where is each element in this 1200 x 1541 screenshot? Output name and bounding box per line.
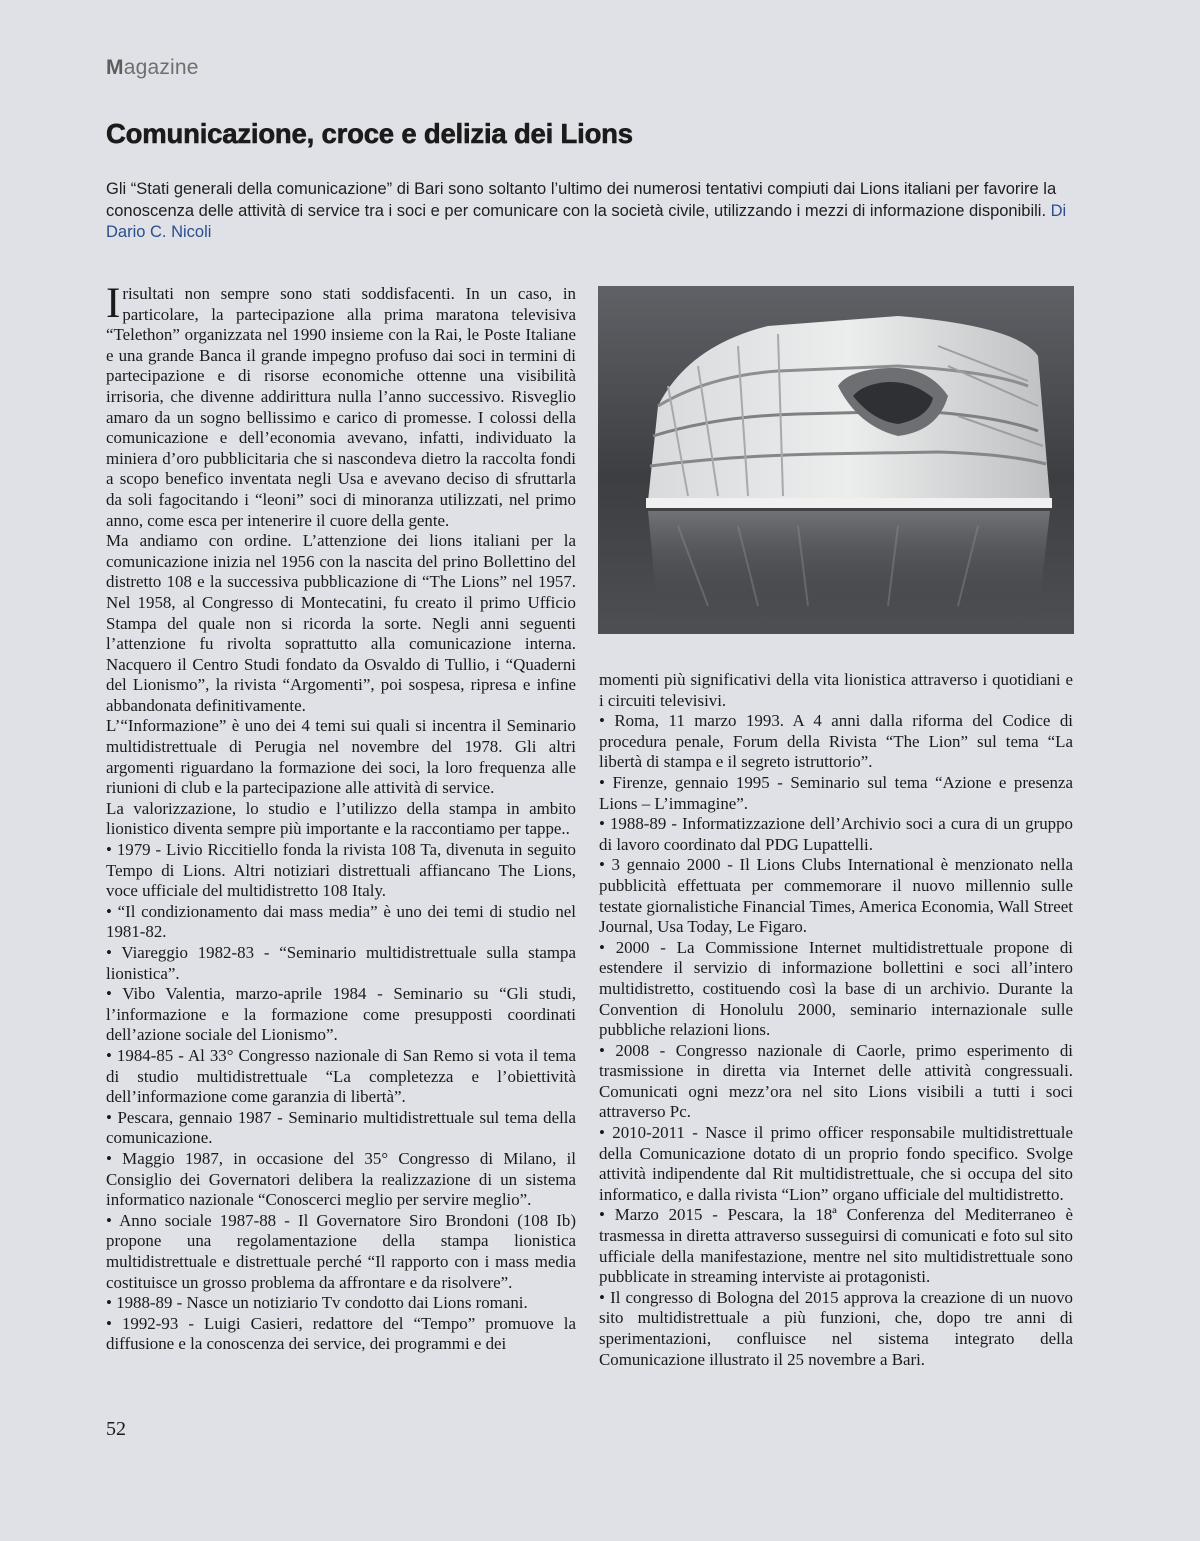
right-column xyxy=(599,670,1073,1370)
timeline-item: • 2010-2011 - Nasce il primo officer responsabile multidistrettuale della Comunicazione dotato di un proprio fondo specifico. Svolge attività indipendente dal Rit multidistrettuale, che si occupa del sito informatico, e dalla rivista “Lion” organo ufficiale del multidistretto. xyxy=(599,1123,1073,1204)
right-paragraph: momenti più significativi della vita lionistica attraverso i quotidiani e i circuiti televisivi. xyxy=(599,670,1073,710)
section-label-rest: agazine xyxy=(123,56,199,79)
timeline-item: • 1992-93 - Luigi Casieri, redattore del “Tempo” promuove la diffusione e la conoscenza dei service, dei programmi e dei xyxy=(106,1313,576,1354)
timeline-item: • 2008 - Congresso nazionale di Caorle, primo esperimento di trasmissione in diretta via Internet delle attività congressuali. Comunicati ogni mezz’ora nel sito Lions visibili a tutti i soci attraverso Pc. xyxy=(599,1040,1073,1122)
article-standfirst xyxy=(106,179,1096,244)
timeline-item: • Vibo Valentia, marzo-aprile 1984 - Seminario su “Gli studi, l’informazione e la formazione come presupposti coordinati dell’azione sociale del Lionismo”. xyxy=(106,984,576,1045)
timeline-item: • Firenze, gennaio 1995 - Seminario sul tema “Azione e presenza Lions – L’immagine”. xyxy=(599,772,1073,813)
timeline-item: • Il congresso di Bologna del 2015 approva la creazione di un nuovo sito multidistrettuale a più funzioni, che, dopo tre anni di sperimentazioni, confluisce nel sistema integrato della Comunicazione illustrato il 25 novembre a Bari. xyxy=(599,1287,1073,1369)
timeline-item: • “Il condizionamento dai mass media” è uno dei temi di studio nel 1981-82. xyxy=(106,901,576,942)
timeline-item: • Roma, 11 marzo 1993. A 4 anni dalla riforma del Codice di procedura penale, Forum della Rivista “The Lion” sul tema “La libertà di stampa e il segreto istruttorio”. xyxy=(599,711,1073,772)
section-label xyxy=(106,56,199,80)
timeline-item: • 1988-89 - Informatizzazione dell’Archivio soci a cura di un gruppo di lavoro coordinato dal PDG Lupattelli. xyxy=(599,814,1073,854)
left-paragraph xyxy=(106,280,576,531)
article-title: Comunicazione, croce e delizia dei Lions xyxy=(106,118,633,149)
drop-cap: I xyxy=(106,280,121,327)
newspaper-photo xyxy=(598,286,1074,634)
timeline-item: • Viareggio 1982-83 - “Seminario multidistrettuale sulla stampa lionistica”. xyxy=(106,943,576,983)
folded-newspaper-icon xyxy=(598,286,1074,634)
timeline-item: • 3 gennaio 2000 - Il Lions Clubs International è menzionato nella pubblicità effettuata per commemorare il nuovo millennio sulle testate giornalistiche Financial Times, America Economia, Wall Street Journal, Usa Today, Le Figaro. xyxy=(599,855,1073,937)
left-paragraph-text: risultati non sempre sono stati soddisfacenti. In un caso, in particolare, la partecipazione alla prima maratona televisiva “Telethon” organizzata nel 1990 insieme con la Rai, le Poste Italiane e una grande Banca il grande impegno profuso dai soci in termini di partecipazione e di risorse economiche ottenne una visibilità irrisoria, che divenne addirittura nulla l’anno successivo. Risveglio amaro da un sogno bellissimo e carico di promesse. I colossi della comunicazione e dell’economia avevano, infatti, individuato la miniera d’oro pubblicitaria che si nascondeva dietro la raccolta fondi a scopo benefico inventata negli Usa e avevano deciso di sfruttarla da soli fagocitando i “leoni” soci di minoranza utilizzati, nel primo anno, come esca per intenerire il cuore della gente. xyxy=(106,284,576,530)
page-number: 52 xyxy=(106,1418,126,1440)
left-paragraph: La valorizzazione, lo studio e l’utilizzo della stampa in ambito lionistico diventa sempre più importante e la raccontiamo per tappe.. xyxy=(106,798,576,839)
timeline-item: • 1984-85 - Al 33° Congresso nazionale di San Remo si vota il tema di studio multidistrettuale “La completezza e l’obiettività dell’informazione come garanzia di libertà”. xyxy=(106,1045,576,1107)
left-column xyxy=(106,280,576,1355)
timeline-item: • 1988-89 - Nasce un notiziario Tv condotto dai Lions romani. xyxy=(106,1293,528,1313)
left-paragraph: Ma andiamo con ordine. L’attenzione dei lions italiani per la comunicazione inizia nel 1956 con la nascita del prino Bollettino del distretto 108 e la successiva pubblicazione di “The Lions” nel 1957. Nel 1958, al Congresso di Montecatini, fu creato il primo Ufficio Stampa del quale non si ricorda la sorte. Negli anni seguenti l’attenzione fu rivolta soprattutto alla comunicazione interna. Nacquero il Centro Studi fondato da Osvaldo di Tullio, i “Quaderni del Lionismo”, la rivista “Argomenti”, poi sospesa, ripresa e infine abbandonata definitivamente. xyxy=(106,531,576,715)
timeline-item: • Marzo 2015 - Pescara, la 18ª Conferenza del Mediterraneo è trasmessa in diretta attraverso susseguirsi di comunicati e foto sul sito ufficiale della manifestazione, mentre nel sito multidistrettuale sono pubblicate in streaming interviste ai protagonisti. xyxy=(599,1205,1073,1287)
left-paragraph: L’“Informazione” è uno dei 4 temi sui quali si incentra il Seminario multidistrettuale di Perugia nel novembre del 1978. Gli altri argomenti riguardano la formazione dei soci, la loro frequenza alle riunioni di club e la partecipazione alle attività di service. xyxy=(106,716,576,798)
timeline-item: • 1979 - Livio Riccitiello fonda la rivista 108 Ta, divenuta in seguito Tempo di Lions. Altri notiziari distrettuali affiancano The Lions, voce ufficiale del multidistretto 108 Italy. xyxy=(106,840,576,901)
timeline-item: • Maggio 1987, in occasione del 35° Congresso di Milano, il Consiglio dei Governatori delibera la realizzazione di un sistema informatico nazionale “Conoscerci meglio per servire meglio”. xyxy=(106,1148,576,1210)
timeline-item: • Anno sociale 1987-88 - Il Governatore Siro Brondoni (108 Ib) propone una regolamentazione della stampa lionistica multidistrettuale e distrettuale perché “Il rapporto con i mass media costituisce un grosso problema da affrontare e da risolvere”. xyxy=(106,1210,576,1292)
timeline-item: • Pescara, gennaio 1987 - Seminario multidistrettuale sul tema della comunicazione. xyxy=(106,1107,576,1148)
timeline-item: • 2000 - La Commissione Internet multidistrettuale propone di estendere il servizio di informazione bollettini e soci all’intero multidistretto, costituendo così la base di un archivio. Durante la Convention di Honolulu 2000, seminario internazionale sulle pubbliche relazioni lions. xyxy=(599,937,1073,1040)
standfirst-text: Gli “Stati generali della comunicazione” di Bari sono soltanto l’ultimo dei numerosi tentativi compiuti dai Lions italiani per favorire la conoscenza delle attività di service tra i soci e per comunicare con la società civile, utilizzando i mezzi di informazione disponibili. xyxy=(106,180,1057,220)
author-byline: Di Dario C. Nicoli xyxy=(106,201,1067,241)
section-label-first-letter: M xyxy=(106,56,124,79)
